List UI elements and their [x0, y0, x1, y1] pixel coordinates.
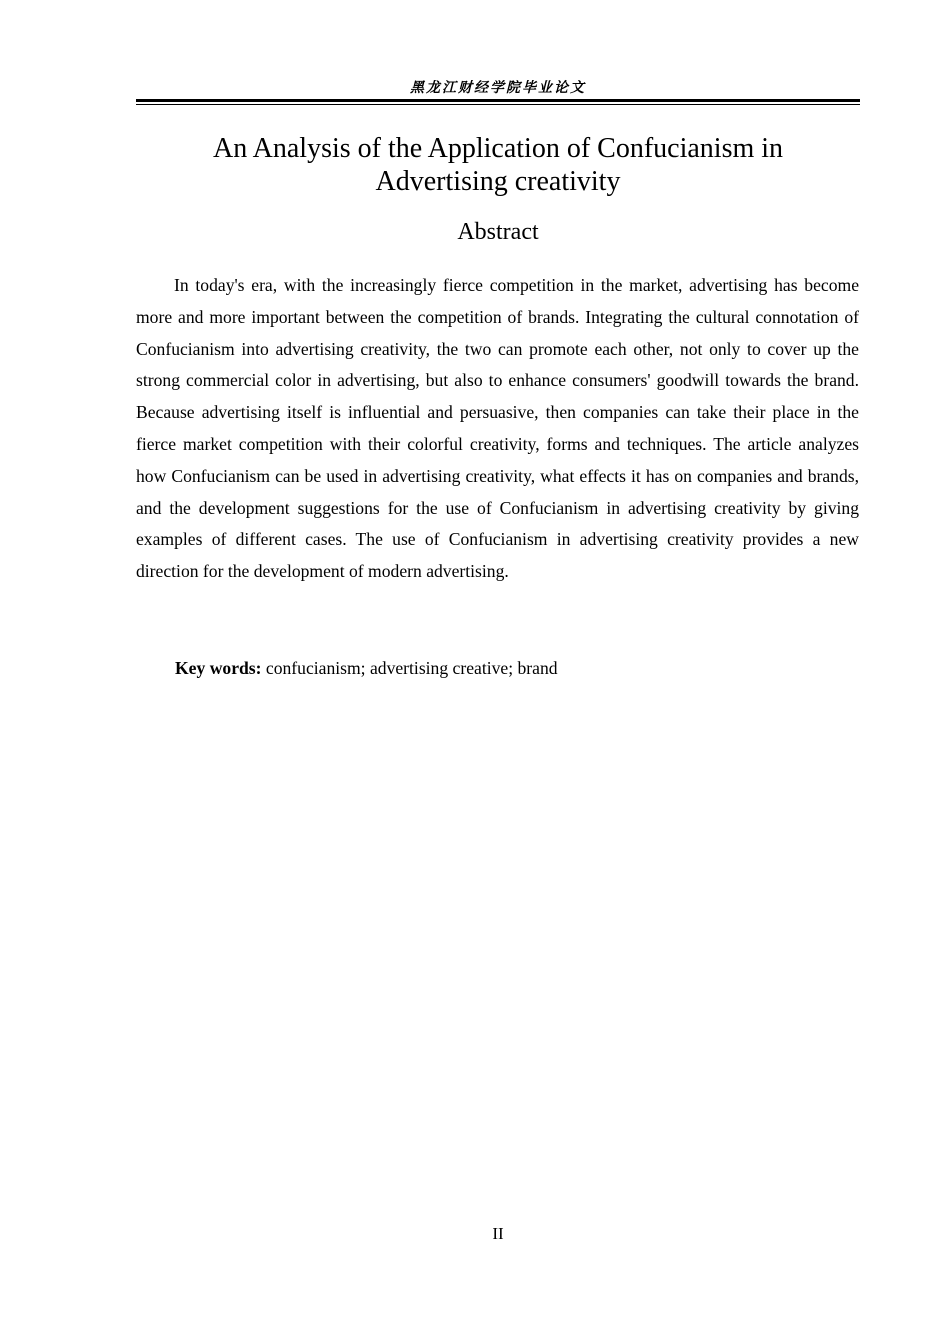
keywords-label: Key words:	[175, 658, 262, 678]
abstract-body: In today's era, with the increasingly fierce competition in the market, advertising has become more and more important between the competition of brands. Integrating the cultural connotation of Confucianism into advertising creativity, the two can promote each other, not only to cover up the strong commercial color in advertising, but also to enhance consumers' goodwill towards the brand. Because advertising itself is influential and persuasive, then companies can take their place in the fierce market competition with their colorful creativity, forms and techniques. The article analyzes how Confucianism can be used in advertising creativity, what effects it has on companies and brands, and the development suggestions for the use of Confucianism in advertising creativity by giving examples of different cases. The use of Confucianism in advertising creativity provides a new direction for the development of modern advertising.	[136, 275, 859, 582]
thesis-title-line-1: An Analysis of the Application of Confucianism in	[212, 133, 784, 164]
header-rule-thick	[136, 99, 860, 102]
header-rule-thin	[136, 104, 860, 105]
keywords-value: confucianism; advertising creative; brand	[261, 658, 558, 678]
thesis-title	[136, 132, 860, 198]
thesis-title-line-2: Advertising creativity	[375, 166, 621, 197]
keywords-line	[175, 653, 855, 685]
page-number: II	[492, 1224, 504, 1243]
abstract-heading: Abstract	[457, 219, 539, 245]
running-header: 黑龙江财经学院毕业论文	[410, 81, 586, 96]
header-double-rule	[136, 99, 860, 105]
